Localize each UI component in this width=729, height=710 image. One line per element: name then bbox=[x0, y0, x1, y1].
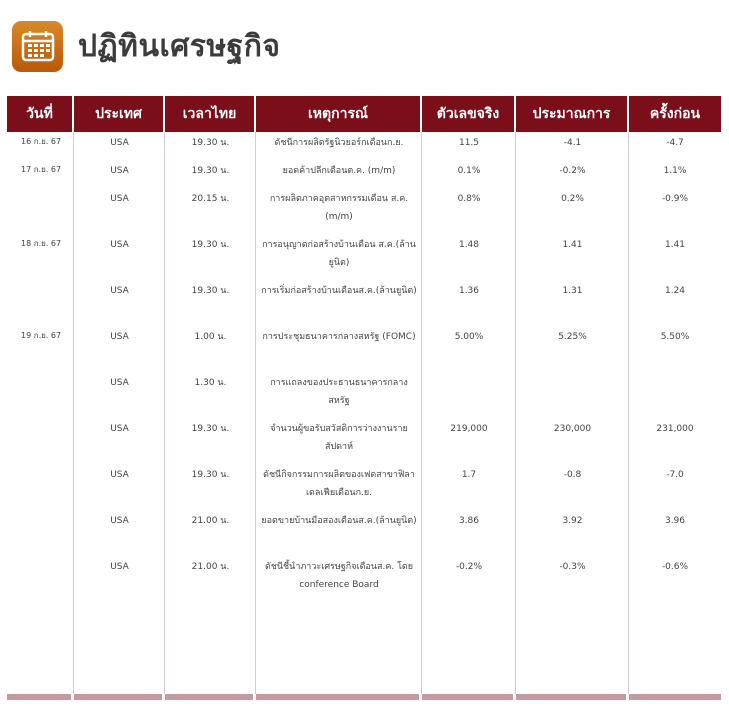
cell-event: ยอดขายบ้านมือสองเดือนส.ค.(ล้านยูนิต) bbox=[261, 516, 417, 526]
table-body bbox=[7, 132, 721, 694]
cell-country: USA bbox=[110, 194, 129, 204]
cell-country: USA bbox=[110, 240, 129, 250]
table-row bbox=[7, 420, 721, 456]
table-header bbox=[7, 96, 721, 132]
cell-actual: 219,000 bbox=[450, 424, 488, 434]
cell-event: การเริ่มก่อสร้างบ้านเดือนส.ค.(ล้านยูนิต) bbox=[261, 286, 417, 296]
table-footer-bar bbox=[7, 694, 721, 700]
cell-previous bbox=[629, 374, 721, 410]
cell-forecast: -0.8 bbox=[563, 470, 582, 480]
cell-country: USA bbox=[110, 470, 129, 480]
cell-country: USA bbox=[110, 332, 129, 342]
cell-actual: -0.2% bbox=[455, 562, 483, 572]
cell-country: USA bbox=[110, 138, 129, 148]
table-row bbox=[7, 236, 721, 272]
cell-forecast: 3.92 bbox=[562, 516, 583, 526]
cell-country: USA bbox=[110, 424, 129, 434]
cell-actual: 1.36 bbox=[458, 286, 480, 296]
page-title: ปฏิทินเศรษฐกิจ bbox=[78, 28, 281, 64]
cell-actual: 1.48 bbox=[458, 240, 480, 250]
cell-country: USA bbox=[110, 562, 129, 572]
table-row bbox=[7, 328, 721, 346]
cell-previous: 231,000 bbox=[656, 424, 694, 434]
cell-forecast: -0.3% bbox=[559, 562, 586, 572]
cell-forecast: 1.31 bbox=[562, 286, 583, 296]
cell-actual: 3.86 bbox=[458, 516, 480, 526]
cell-date: 17 ก.ย. 67 bbox=[21, 165, 62, 174]
cell-previous: -0.9% bbox=[661, 194, 689, 204]
column-header-country[interactable]: ประเทศ bbox=[74, 96, 165, 132]
cell-date: 18 ก.ย. 67 bbox=[21, 239, 62, 248]
cell-event: ดัชนีกิจกรรมการผลิตของเฟดสาขาฟิลาเดลเฟียเดือนก.ย. bbox=[263, 470, 415, 498]
cell-previous: 1.41 bbox=[664, 240, 686, 250]
cell-date bbox=[7, 282, 74, 300]
cell-time: 19.30 น. bbox=[191, 240, 230, 250]
cell-country: USA bbox=[110, 166, 129, 176]
cell-event: ดัชนีการผลิตรัฐนิวยอร์กเดือนก.ย. bbox=[274, 138, 404, 148]
cell-event: จำนวนผู้ขอรับสวัสดิการว่างงานรายสัปดาห์ bbox=[270, 424, 408, 452]
cell-event: การแถลงของประธานธนาคารกลางสหรัฐ bbox=[270, 378, 408, 406]
table-row bbox=[7, 282, 721, 300]
table-row bbox=[7, 190, 721, 226]
cell-country: USA bbox=[110, 286, 129, 296]
table-row bbox=[7, 558, 721, 594]
cell-date bbox=[7, 420, 74, 456]
cell-time: 1.00 น. bbox=[194, 332, 227, 342]
cell-forecast: -0.2% bbox=[559, 166, 586, 176]
cell-forecast bbox=[516, 374, 629, 410]
column-header-previous[interactable]: ครั้งก่อน bbox=[649, 106, 701, 122]
cell-time: 19.30 น. bbox=[191, 166, 230, 176]
cell-event: การอนุญาตก่อสร้างบ้านเดือน ส.ค.(ล้านยูนิต) bbox=[262, 240, 416, 268]
cell-time: 20.15 น. bbox=[191, 194, 230, 204]
column-header-forecast[interactable]: ประมาณการ bbox=[516, 96, 629, 132]
cell-date bbox=[7, 558, 74, 594]
cell-previous: 1.24 bbox=[664, 286, 686, 296]
cell-time: 21.00 น. bbox=[191, 516, 230, 526]
table-row bbox=[7, 466, 721, 502]
cell-country: USA bbox=[110, 378, 129, 388]
cell-forecast: 230,000 bbox=[553, 424, 592, 434]
table-row bbox=[7, 162, 721, 180]
page-header bbox=[12, 20, 280, 72]
cell-previous: 3.96 bbox=[664, 516, 686, 526]
cell-time: 19.30 น. bbox=[191, 470, 230, 480]
cell-actual bbox=[422, 374, 516, 410]
cell-event: ดัชนีชี้นำภาวะเศรษฐกิจเดือนส.ค. โดย conference Board bbox=[264, 562, 414, 590]
column-header-time[interactable]: เวลาไทย bbox=[165, 96, 256, 132]
cell-date bbox=[7, 374, 74, 410]
cell-country: USA bbox=[110, 516, 129, 526]
column-header-event[interactable]: เหตุการณ์ bbox=[256, 96, 422, 132]
cell-time: 19.30 น. bbox=[191, 286, 230, 296]
cell-forecast: 1.41 bbox=[562, 240, 583, 250]
column-header-date[interactable]: วันที่ bbox=[7, 96, 74, 132]
cell-previous: 1.1% bbox=[663, 166, 687, 176]
cell-date bbox=[7, 190, 74, 226]
cell-event: การผลิตภาคอุตสาหกรรมเดือน ส.ค.(m/m) bbox=[269, 194, 409, 222]
cell-date: 16 ก.ย. 67 bbox=[21, 137, 62, 146]
cell-previous: -7.0 bbox=[666, 470, 684, 480]
cell-time: 19.30 น. bbox=[191, 138, 230, 148]
table-row bbox=[7, 374, 721, 410]
cell-date: 19 ก.ย. 67 bbox=[21, 331, 62, 340]
cell-event: การประชุมธนาคารกลางสหรัฐ (FOMC) bbox=[262, 332, 416, 342]
column-header-actual[interactable]: ตัวเลขจริง bbox=[422, 96, 516, 132]
cell-time: 21.00 น. bbox=[191, 562, 230, 572]
cell-forecast: -4.1 bbox=[563, 138, 582, 148]
table-row bbox=[7, 512, 721, 530]
economic-calendar-table bbox=[7, 96, 721, 694]
cell-forecast: 5.25% bbox=[558, 332, 587, 342]
cell-actual: 5.00% bbox=[454, 332, 484, 342]
cell-actual: 1.7 bbox=[461, 470, 477, 480]
table-row bbox=[7, 134, 721, 152]
cell-time: 19.30 น. bbox=[191, 424, 230, 434]
cell-previous: 5.50% bbox=[660, 332, 690, 342]
cell-forecast: 0.2% bbox=[561, 194, 584, 204]
cell-actual: 11.5 bbox=[458, 138, 480, 148]
cell-event: ยอดค้าปลีกเดือนต.ค. (m/m) bbox=[282, 166, 396, 176]
cell-actual: 0.1% bbox=[457, 166, 481, 176]
cell-date bbox=[7, 466, 74, 502]
cell-date bbox=[7, 512, 74, 530]
cell-time: 1.30 น. bbox=[194, 378, 227, 388]
cell-actual: 0.8% bbox=[457, 194, 481, 204]
cell-previous: -4.7 bbox=[666, 138, 684, 148]
cell-previous: -0.6% bbox=[661, 562, 689, 572]
calendar-icon bbox=[12, 21, 63, 72]
